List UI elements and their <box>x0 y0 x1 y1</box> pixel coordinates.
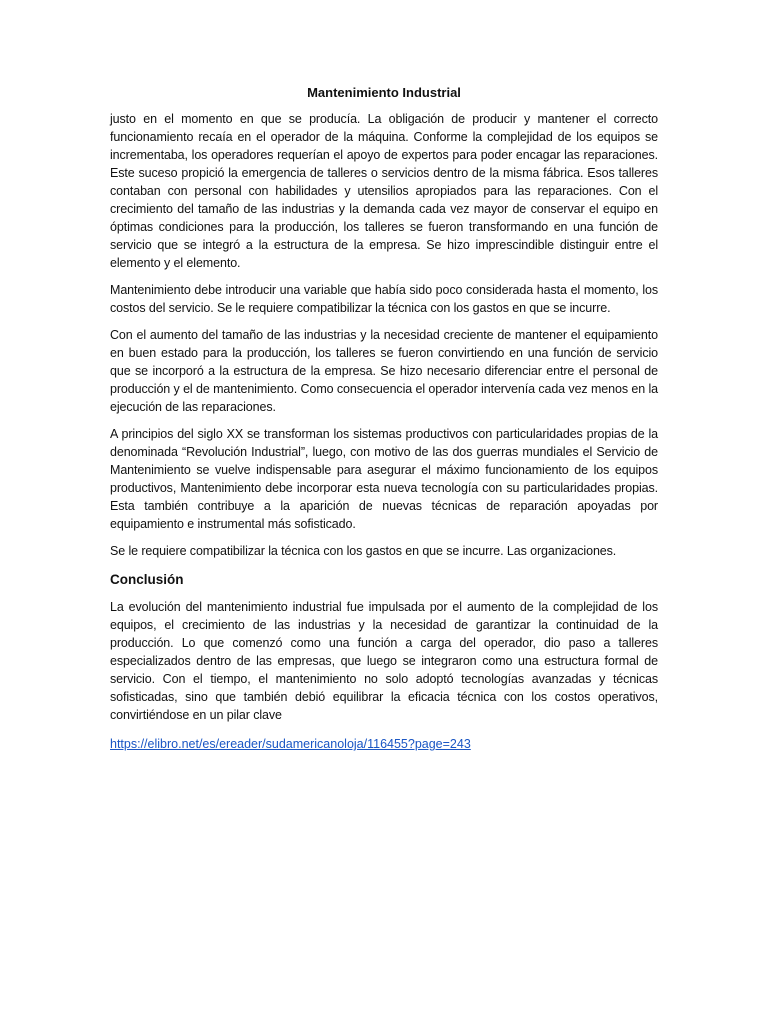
document-title: Mantenimiento Industrial <box>307 85 461 100</box>
paragraph-twentieth-century: A principios del siglo XX se transforman los sistemas productivos con particularidades propias de la denominada “Revolución Industrial”, luego, con motivo de las dos guerras mundiales el Servicio de Mantenimiento se vuelve indispensable para asegurar el máximo funcionamiento de los equipos productivos, Mantenimiento debe incorporar esta nueva tecnología con su particularidades propias. Esta también contribuye a la aparición de nuevas técnicas de reparación apoyadas por equipamiento e instrumental más sofisticado. <box>110 427 658 531</box>
paragraph-history-workshops: justo en el momento en que se producía. La obligación de producir y mantener el correcto funcionamiento recaía en el operador de la máquina. Conforme la complejidad de los equipos se incrementaba, los operadores requerían el apoyo de expertos para poder encagar las reparaciones. Este suceso propició la emergencia de talleres o servicios dentro de la misma fábrica. Esos talleres contaban con personal con habilidades y utensilios apropiados para las reparaciones. Con el crecimiento del tamaño de las industrias y la demanda cada vez mayor de conservar el equipo en óptimas condiciones para la producción, los talleres se fueron transformando en una función de servicio que se integró a la estructura de la empresa. Se hizo imprescindible distinguir entre el elemento y el elemento. <box>110 112 658 270</box>
document-content <box>110 84 658 753</box>
conclusion-paragraph: La evolución del mantenimiento industrial fue impulsada por el aumento de la complejidad de los equipos, el crecimiento de las industrias y la necesidad de garantizar la continuidad de la producción. Lo que comenzó como una función a carga del operador, dio paso a talleres especializados dentro de las empresas, que luego se integraron como una estructura formal de servicio. Con el tiempo, el mantenimiento no solo adoptó tecnologías avanzadas y técnicas sofisticadas, sino que también debió equilibrar la eficacia técnica con los costos operativos, convirtiéndose en un pilar clave <box>110 600 658 722</box>
paragraph-service-costs: Mantenimiento debe introducir una variable que había sido poco considerada hasta el momento, los costos del servicio. Se le requiere compatibilizar la técnica con los gastos en que se incurre. <box>110 283 658 315</box>
conclusion-heading: Conclusión <box>110 572 184 587</box>
paragraph-compatibilize-costs: Se le requiere compatibilizar la técnica con los gastos en que se incurre. Las organizaciones. <box>110 544 617 558</box>
reference-link[interactable]: https://elibro.net/es/ereader/sudamericanoloja/116455?page=243 <box>110 737 471 751</box>
paragraph-industry-growth: Con el aumento del tamaño de las industrias y la necesidad creciente de mantener el equipamiento en buen estado para la producción, los talleres se fueron convirtiendo en una función de servicio que se incorporó a la estructura de la empresa. Se hizo necesario diferenciar entre el personal de producción y el de mantenimiento. Como consecuencia el operador intervenía cada vez menos en la ejecución de las reparaciones. <box>110 328 658 414</box>
